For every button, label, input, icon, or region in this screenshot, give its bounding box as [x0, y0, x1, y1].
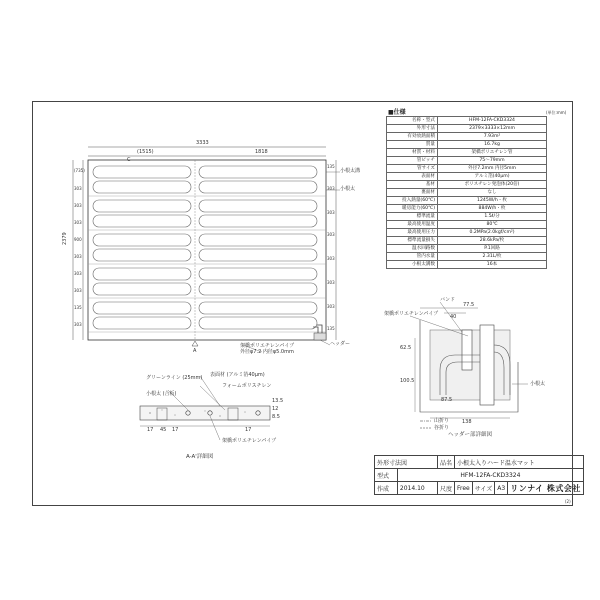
spec-row — [387, 189, 547, 197]
section-pipe-label: 架橋ポリエチレンパイプ — [222, 438, 277, 444]
row-dim-label: 303 — [74, 186, 82, 191]
overall-height-label: 2379 — [62, 232, 68, 245]
mark-c-label: C — [127, 157, 131, 163]
koneta-groove-label: 小根太溝 — [340, 168, 361, 174]
header-dim-1: 77.5 — [463, 302, 475, 308]
spec-key: 基材 — [387, 181, 438, 189]
row-dim-label: 303 — [74, 288, 82, 293]
right-dim-label: 303 — [327, 210, 335, 215]
spec-key: 名称・型式 — [387, 117, 438, 125]
spec-value: アルミ箔(40μm) — [438, 173, 547, 181]
spec-key: 裏面材 — [387, 189, 438, 197]
spec-row — [387, 205, 547, 213]
right-width-label: 1818 — [255, 149, 268, 155]
size-value: A3 — [495, 482, 508, 495]
koneta-plywood-label: 小根太 (合板) — [146, 391, 177, 397]
spec-key: 外形寸法 — [387, 125, 438, 133]
header-dim-6: 138 — [462, 419, 472, 425]
spec-value: 2379×3333×12mm — [438, 125, 547, 133]
spec-row — [387, 117, 547, 125]
spec-key: 最高使用温度 — [387, 221, 438, 229]
spec-row — [387, 125, 547, 133]
spec-row — [387, 165, 547, 173]
spec-value: 16.7kg — [438, 141, 547, 149]
mark-a-label: A — [193, 348, 197, 354]
header-dim-5: 87.5 — [441, 397, 453, 403]
spec-title: ■仕様 — [388, 109, 406, 116]
section-dim-4: 17 — [245, 427, 252, 433]
spec-row — [387, 261, 547, 269]
right-dim-label: 303 — [327, 256, 335, 261]
row-dim-label: 303 — [74, 322, 82, 327]
spec-key: 管サイズ — [387, 165, 438, 173]
spec-row — [387, 173, 547, 181]
spec-value: 28.6kPa/枚 — [438, 237, 547, 245]
scale-value: Free — [455, 482, 473, 495]
row-dim-label: 303 — [74, 271, 82, 276]
spec-value: 2.31L/枚 — [438, 253, 547, 261]
spec-row — [387, 181, 547, 189]
spec-value: P.1回路 — [438, 245, 547, 253]
spec-row — [387, 253, 547, 261]
row-dim-label: (735) — [74, 168, 85, 173]
row-dim-label: 900 — [74, 237, 82, 242]
product-name: 小根太入りハード温水マット — [455, 456, 584, 469]
pipe-size-label: 外径φ7.2 内径φ5.0mm — [240, 349, 294, 355]
spec-key: 小根太溝数 — [387, 261, 438, 269]
row-dim-label: 303 — [74, 254, 82, 259]
spec-value: 架橋ポリエチレン管 — [438, 149, 547, 157]
surface-material-label: 表面材 (アルミ箔40μm) — [210, 372, 265, 378]
koneta-label: 小根太 — [340, 186, 356, 192]
left-width-label: (1515) — [137, 149, 154, 155]
spec-row — [387, 213, 547, 221]
right-dim-label: 303 — [327, 232, 335, 237]
spec-key: 表面材 — [387, 173, 438, 181]
drawing-type: 外形寸法図 — [375, 456, 438, 469]
row-dim-label: 135 — [74, 305, 82, 310]
spec-value: 1245W/h・枚 — [438, 197, 547, 205]
revision-label: (2) — [565, 499, 571, 504]
spec-row — [387, 245, 547, 253]
spec-row — [387, 141, 547, 149]
spec-value: 7.93m² — [438, 133, 547, 141]
spec-key: 最高使用圧力 — [387, 229, 438, 237]
name-label: 品名 — [438, 456, 455, 469]
overall-width-label: 3333 — [196, 140, 209, 146]
section-dim-7: 8.5 — [272, 414, 280, 420]
spec-unit: (単位:mm) — [546, 110, 567, 115]
header-dim-3: 62.5 — [400, 345, 412, 351]
header-koneta — [480, 325, 494, 405]
section-dim-1: 17 — [147, 427, 154, 433]
right-dim-label: 135 — [327, 164, 335, 169]
spec-key: 管内水量 — [387, 253, 438, 261]
spec-value: ポリスチレン発泡体(20倍) — [438, 181, 547, 189]
section-dim-5: 13.5 — [272, 398, 284, 404]
row-dim-label: 303 — [74, 220, 82, 225]
spec-key: 有効放熱面積 — [387, 133, 438, 141]
scale-label: 尺度 — [438, 482, 455, 495]
header-dim-4: 100.5 — [400, 378, 415, 384]
section-caption: A-A'詳細図 — [186, 454, 214, 460]
band-icon — [462, 330, 472, 370]
spec-key: 標準流量損失 — [387, 237, 438, 245]
spec-key: 標準流量 — [387, 213, 438, 221]
made-label: 作成 — [375, 482, 398, 495]
spec-value: 75〜79mm — [438, 157, 547, 165]
date-value: 2014.10 — [397, 482, 437, 495]
spec-row — [387, 157, 547, 165]
green-line-label: グリーンライン (25mm) — [146, 375, 203, 381]
right-dim-label: 303 — [327, 304, 335, 309]
header-dim-2: 40 — [450, 314, 457, 320]
header-detail-caption: ヘッダー部詳細図 — [448, 432, 493, 438]
spec-row — [387, 229, 547, 237]
spec-value: 884W/h・枚 — [438, 205, 547, 213]
band-label: バンド — [440, 297, 456, 303]
header-koneta-label: 小根太 — [530, 381, 546, 387]
spec-value: HFM-12FA-CKD3324 — [438, 117, 547, 125]
header-pipe-label: 架橋ポリエチレンパイプ — [384, 311, 439, 317]
size-label: サイズ — [472, 482, 495, 495]
spec-key: 投入熱量(60℃) — [387, 197, 438, 205]
spec-table — [386, 116, 547, 269]
section-dim-6: 12 — [272, 406, 279, 412]
spec-row — [387, 149, 547, 157]
spec-value: 外径7.2mm 内径5mm — [438, 165, 547, 173]
header-label: ヘッダー — [330, 341, 351, 347]
title-block — [374, 455, 584, 495]
spec-row — [387, 221, 547, 229]
foam-label: フォームポリスチレン — [222, 383, 272, 389]
spec-value: 0.2MPa(2.0kgf/cm²) — [438, 229, 547, 237]
spec-key: 温水回路数 — [387, 245, 438, 253]
spec-key: 暖房能力(60℃) — [387, 205, 438, 213]
section-dim-2: 45 — [160, 427, 167, 433]
spec-row — [387, 237, 547, 245]
right-dim-label: 135 — [327, 326, 335, 331]
right-dim-label: 303 — [327, 186, 335, 191]
right-dim-label: 303 — [327, 280, 335, 285]
company-name: リンナイ 株式会社 — [508, 482, 584, 495]
spec-key: 材質・材料 — [387, 149, 438, 157]
pipe-label: 架橋ポリエチレンパイプ — [240, 343, 295, 349]
spec-key: 管ピッチ — [387, 157, 438, 165]
section-dim-3: 17 — [172, 427, 179, 433]
spec-value: 1.5ℓ/分 — [438, 213, 547, 221]
spec-value: 80℃ — [438, 221, 547, 229]
row-dim-label: 303 — [74, 203, 82, 208]
spec-value: なし — [438, 189, 547, 197]
model-label: 型式 — [375, 469, 398, 482]
mountain-fold-label: 山折り — [434, 418, 450, 424]
spec-value: 16本 — [438, 261, 547, 269]
model-value: HFM-12FA-CKD3324 — [397, 469, 583, 482]
spec-row — [387, 197, 547, 205]
valley-fold-label: 谷折り — [434, 425, 450, 431]
spec-key: 質量 — [387, 141, 438, 149]
spec-row — [387, 133, 547, 141]
